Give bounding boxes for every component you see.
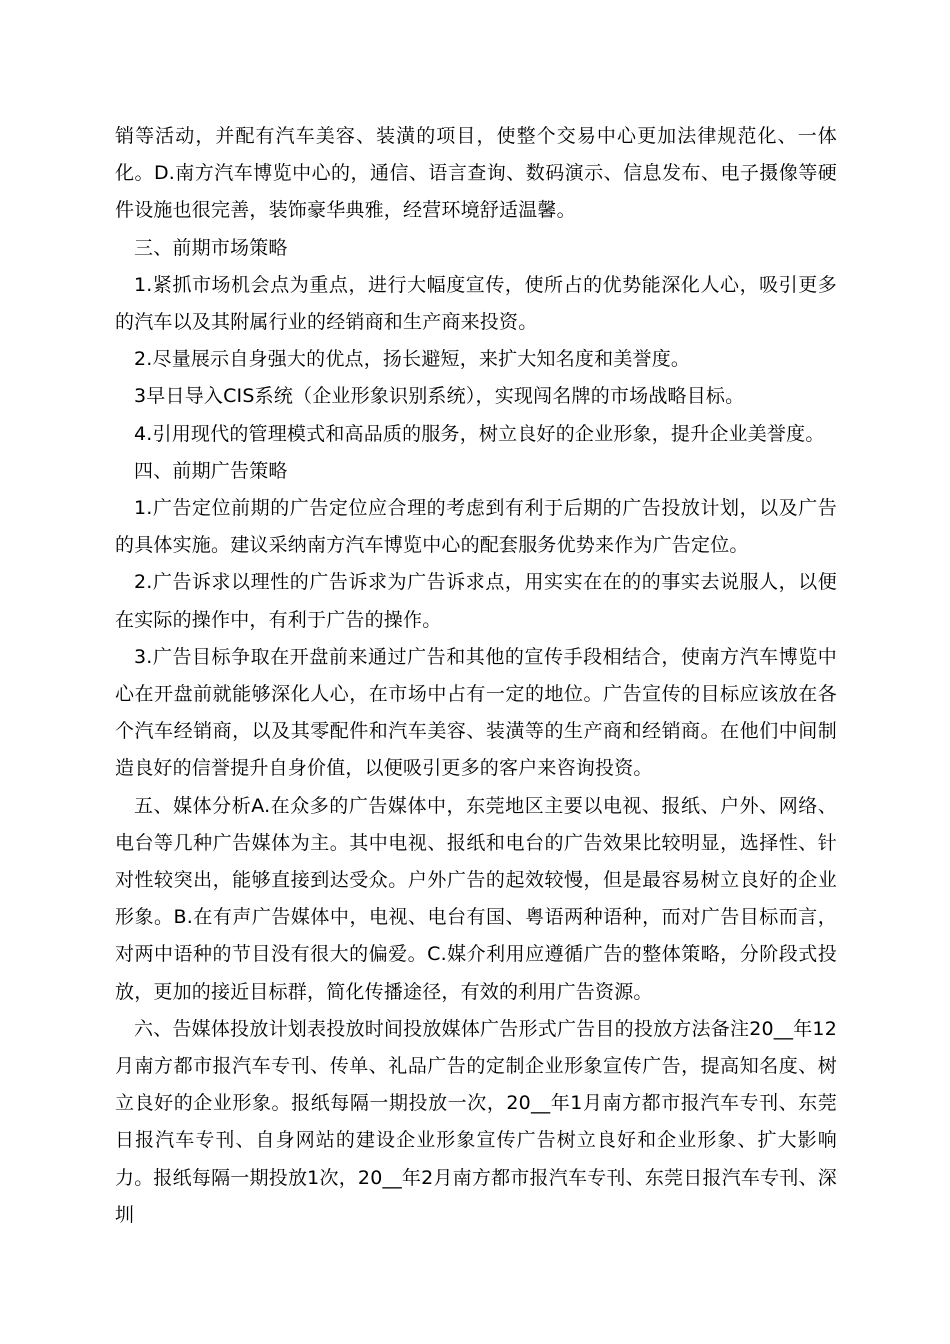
paragraph-ad-3: 3.广告目标争取在开盘前来通过广告和其他的宣传手段相结合，使南方汽车博览中心在开盘前就能够深化人心，在市场中占有一定的地位。广告宣传的目标应该放在各个汽车经销商，以及其零配件和汽车美容、装潢等的生产商和经销商。在他们中间制造良好的信誉提升自身价值，以便吸引更多的客户来咨询投资。 xyxy=(115,645,837,780)
paragraph-ad-2: 2.广告诉求以理性的广告诉求为广告诉求点，用实实在在的的事实去说服人，以便在实际的操作中，有利于广告的操作。 xyxy=(115,571,837,631)
paragraph-ad-1: 1.广告定位前期的广告定位应合理的考虑到有利于后期的广告投放计划，以及广告的具体实施。建议采纳南方汽车博览中心的配套服务优势来作为广告定位。 xyxy=(115,497,837,557)
paragraph-market-3: 3早日导入CIS系统（企业形象识别系统），实现闯名牌的市场战略目标。 xyxy=(134,385,745,408)
section-heading-ad-strategy: 四、前期广告策略 xyxy=(134,459,288,482)
document-body xyxy=(115,118,837,1234)
paragraph-continuation: 销等活动，并配有汽车美容、装潢的项目，使整个交易中心更加法律规范化、一体化。D.南方汽车博览中心的，通信、语言查询、数码演示、信息发布、电子摄像等硬件设施也很完善，装饰豪华典雅，经营环境舒适温馨。 xyxy=(115,125,837,222)
paragraph-market-1: 1.紧抓市场机会点为重点，进行大幅度宣传，使所占的优势能深化人心，吸引更多的汽车以及其附属行业的经销商和生产商来投资。 xyxy=(115,273,837,334)
paragraph-market-2: 2.尽量展示自身强大的优点，扬长避短，来扩大知名度和美誉度。 xyxy=(134,348,691,371)
paragraph-media-plan: 六、告媒体投放计划表投放时间投放媒体广告形式广告目的投放方法备注20__年12月南方都市报汽车专刊、传单、礼品广告的定制企业形象宣传广告，提高知名度、树立良好的企业形象。报纸每隔一期投放一次，20__年1月南方都市报汽车专刊、东莞日报汽车专刊、自身网站的建设企业形象宣传广告树立良好和企业形象、扩大影响力。报纸每隔一期投放1次，20__年2月南方都市报汽车专刊、东莞日报汽车专刊、深圳 xyxy=(115,1017,837,1226)
paragraph-market-4: 4.引用现代的管理模式和高品质的服务，树立良好的企业形象，提升企业美誉度。 xyxy=(134,422,825,445)
paragraph-media-analysis: 五、媒体分析A.在众多的广告媒体中，东莞地区主要以电视、报纸、户外、网络、电台等几种广告媒体为主。其中电视、报纸和电台的广告效果比较明显，选择性、针对性较突出，能够直接到达受众。户外广告的起效较慢，但是最容易树立良好的企业形象。B.在有声广告媒体中，电视、电台有国、粤语两种语种，而对广告目标而言，对两中语种的节目没有很大的偏爱。C.媒介利用应遵循广告的整体策略，分阶段式投放，更加的接近目标群，简化传播途径，有效的利用广告资源。 xyxy=(115,794,837,1003)
section-heading-market-strategy: 三、前期市场策略 xyxy=(134,236,288,259)
